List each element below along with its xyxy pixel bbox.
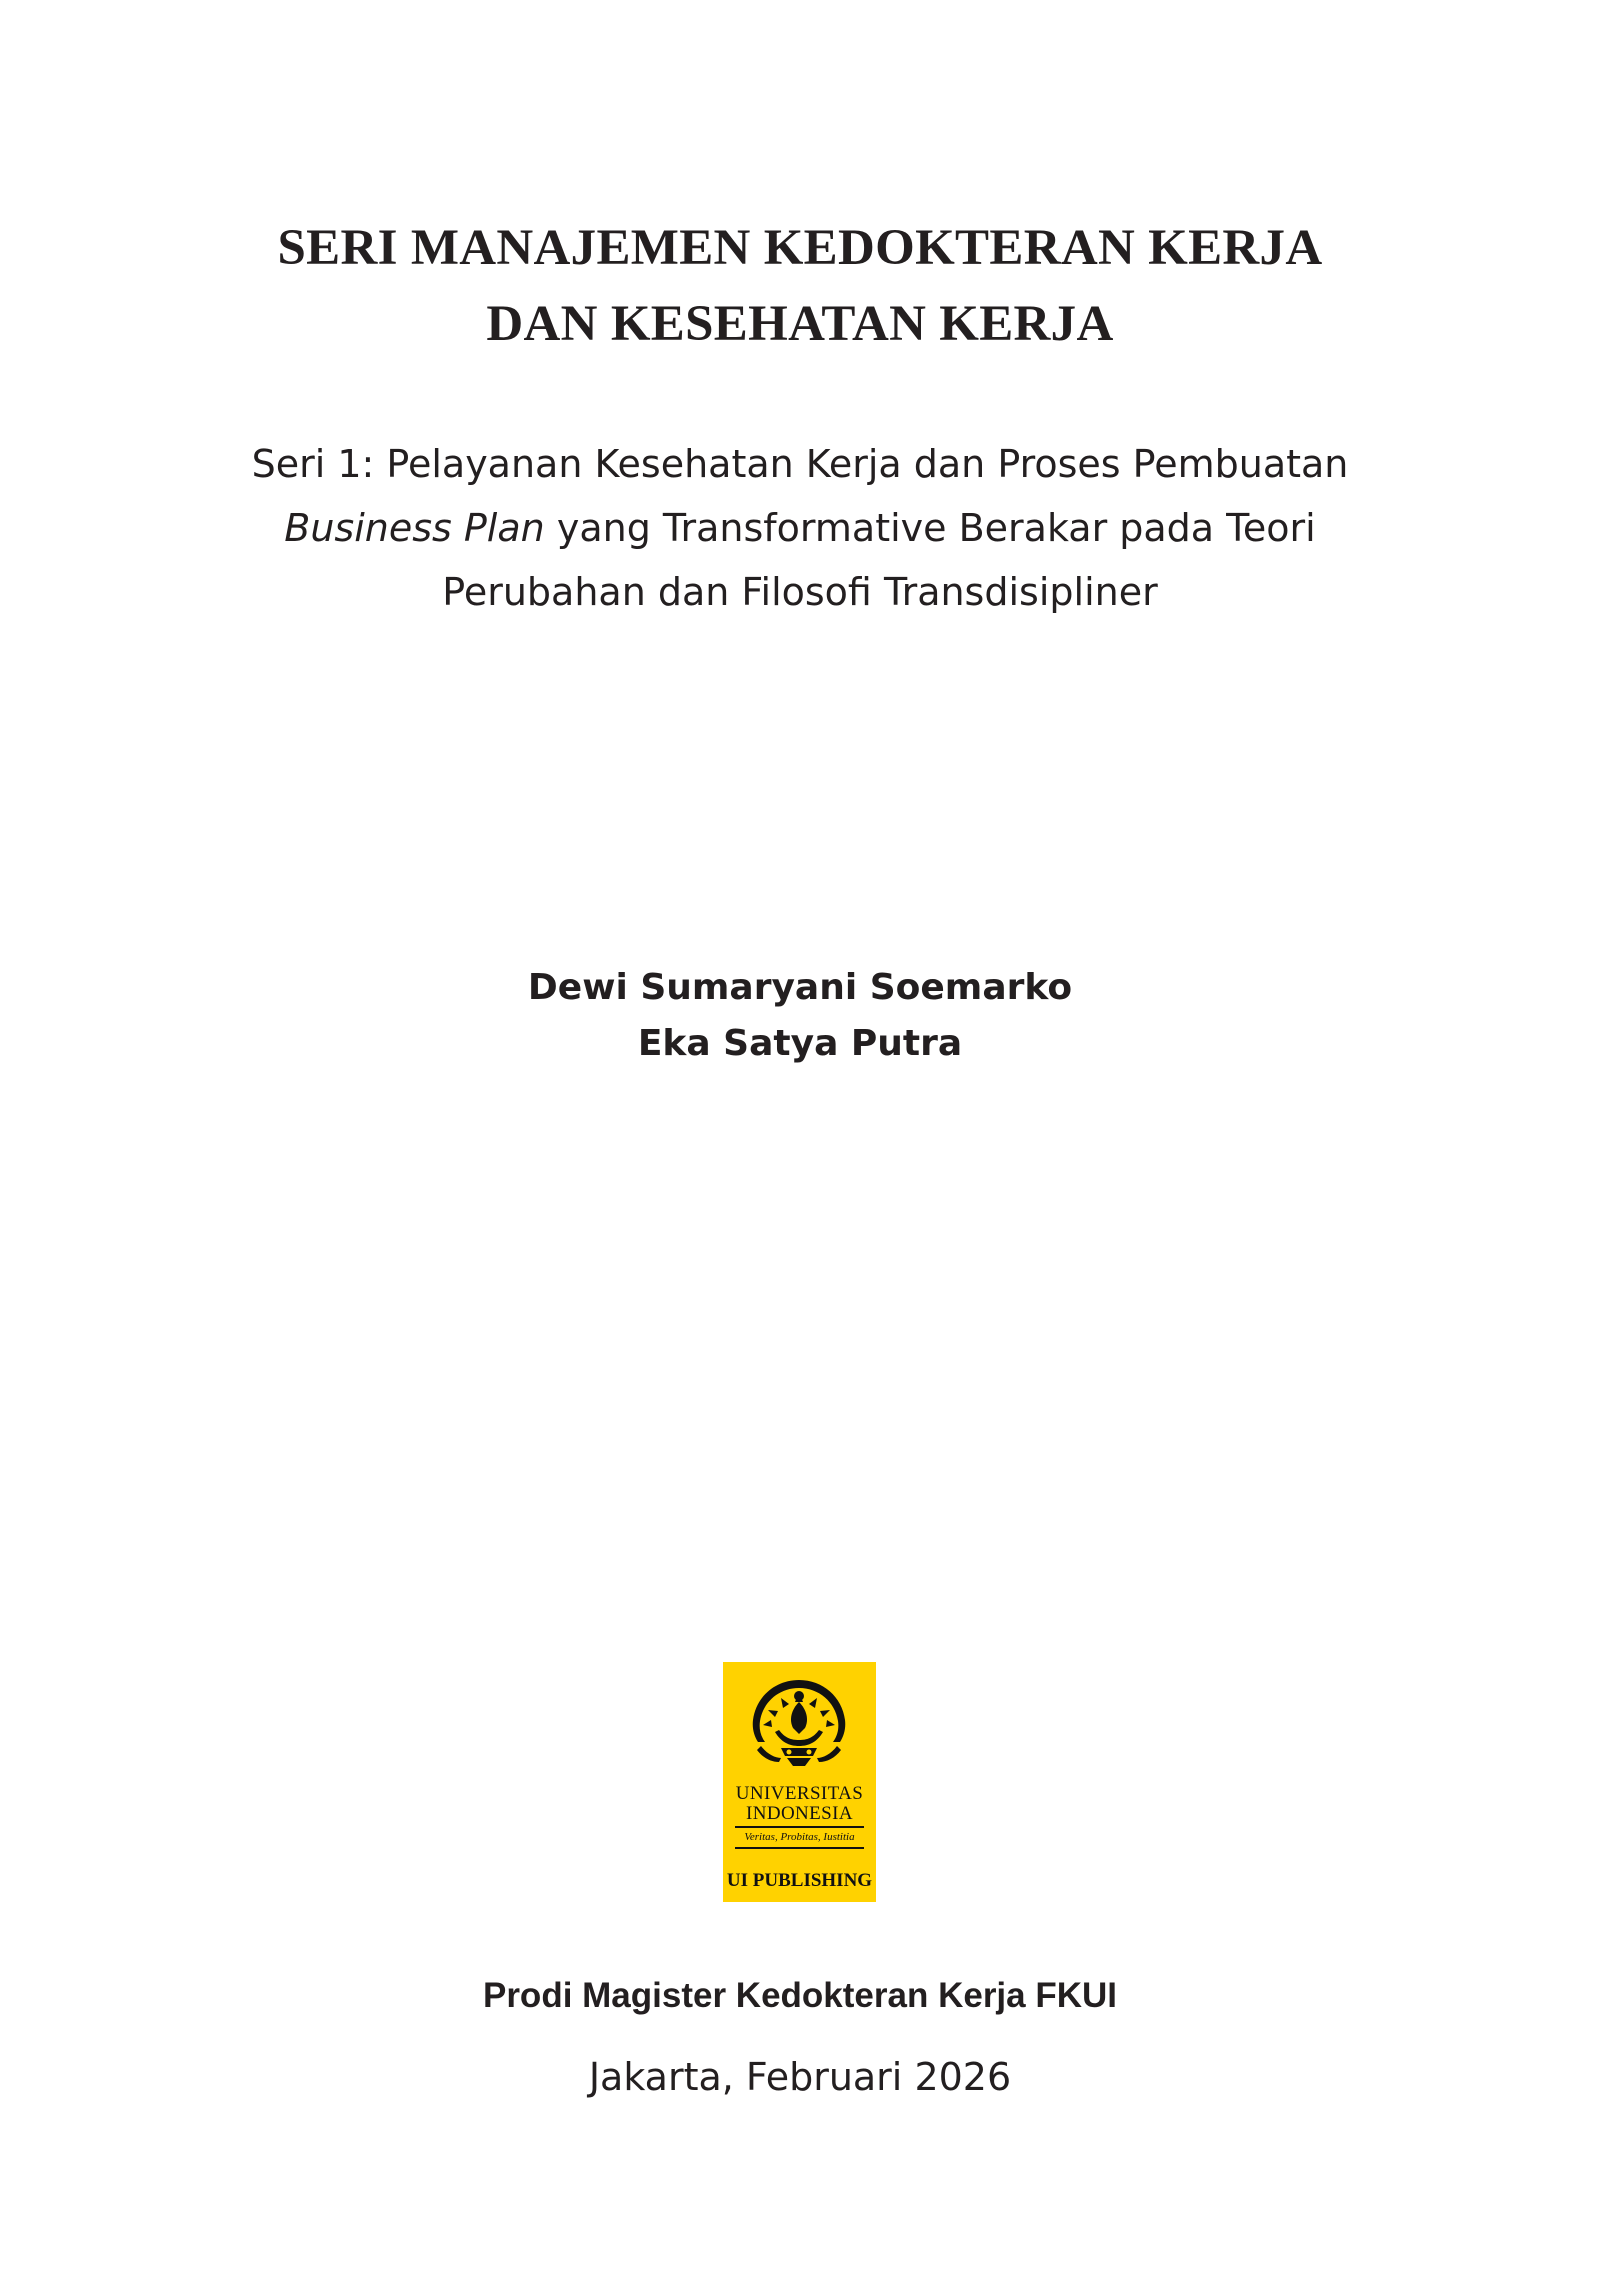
book-subtitle bbox=[0, 432, 1600, 624]
subtitle-italic-term: Business Plan bbox=[284, 506, 545, 550]
publisher-name: Prodi Magister Kedokteran Kerja FKUI bbox=[482, 1976, 1118, 2015]
logo-divider bbox=[735, 1826, 864, 1828]
university-name-line-1: UNIVERSITAS bbox=[735, 1783, 864, 1804]
author-list bbox=[0, 960, 1600, 1072]
book-title-line-2: DAN KESEHATAN KERJA bbox=[486, 296, 1114, 352]
subtitle-line-1: Seri 1: Pelayanan Kesehatan Kerja dan Proses Pembuatan bbox=[251, 442, 1349, 486]
author-name: Eka Satya Putra bbox=[637, 1023, 963, 1064]
subtitle-line-2-rest: yang Transformative Berakar pada Teori bbox=[544, 506, 1316, 550]
publisher-imprint: UI PUBLISHING bbox=[726, 1870, 873, 1891]
publication-place-date: Jakarta, Februari 2026 bbox=[588, 2055, 1012, 2099]
book-title bbox=[0, 210, 1600, 362]
university-name bbox=[723, 1784, 876, 1824]
logo-divider bbox=[735, 1847, 864, 1849]
subtitle-line-3: Perubahan dan Filosofi Transdisipliner bbox=[442, 570, 1158, 614]
ui-publishing-logo bbox=[723, 1662, 876, 1902]
makara-emblem-icon bbox=[723, 1662, 876, 1782]
book-title-line-1: SERI MANAJEMEN KEDOKTERAN KERJA bbox=[277, 220, 1323, 276]
university-motto: Veritas, Probitas, Iustitia bbox=[744, 1831, 855, 1843]
university-name-line-2: INDONESIA bbox=[745, 1803, 854, 1824]
subtitle-line-2 bbox=[0, 496, 1600, 560]
author-name: Dewi Sumaryani Soemarko bbox=[527, 967, 1073, 1008]
